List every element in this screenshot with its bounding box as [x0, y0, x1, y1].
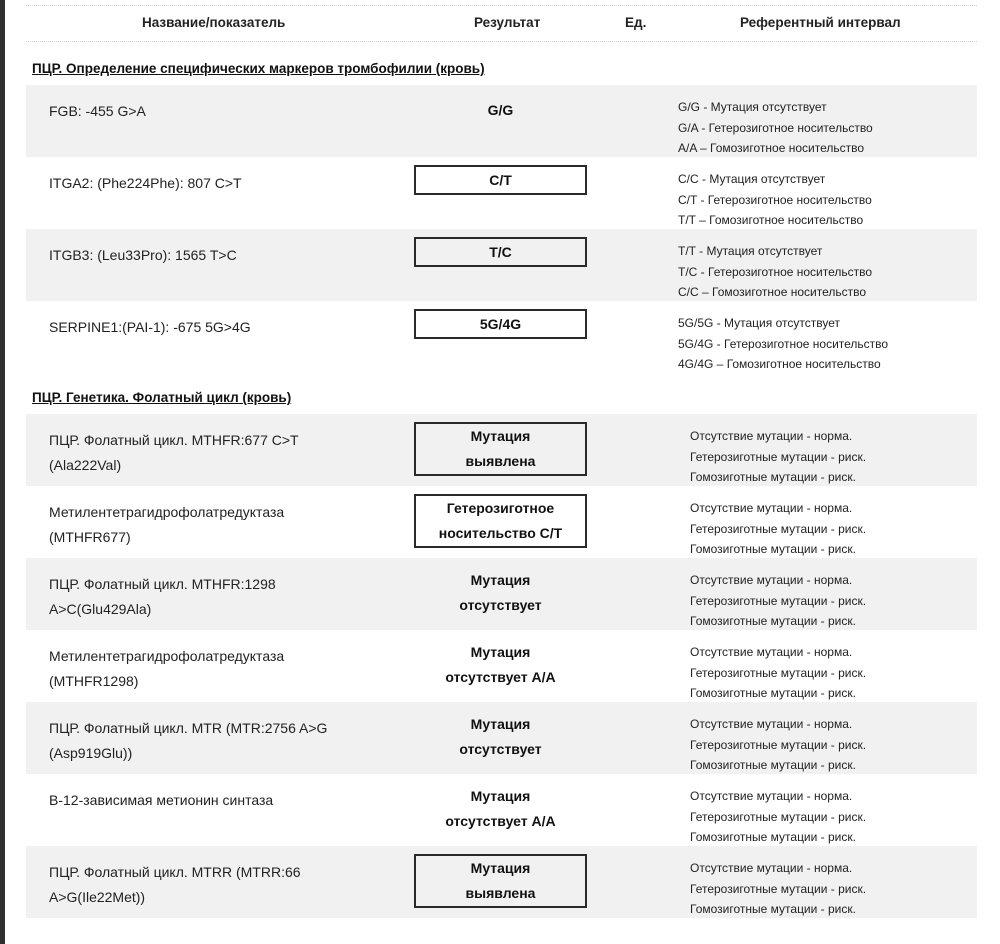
test-name [49, 644, 389, 694]
reference-interval [690, 426, 866, 488]
result-value-highlighted [414, 309, 587, 339]
reference-interval [690, 786, 866, 848]
result-value-highlighted [414, 422, 587, 476]
test-name-line: Метилентетрагидрофолатредуктаза [49, 648, 285, 664]
section-title-folate: ПЦР. Генетика. Фолатный цикл (кровь) [32, 390, 292, 405]
result-line: 5G/4G [479, 316, 522, 332]
reference-line: Отсутствие мутации - норма. [690, 429, 853, 443]
test-name-line: ПЦР. Фолатный цикл. MTRR (MTRR:66 [49, 864, 301, 880]
test-name-line: (MTHFR1298) [49, 673, 139, 689]
table-row [26, 630, 977, 702]
result-value [414, 566, 587, 620]
result-line: Мутация [470, 644, 531, 660]
reference-interval [678, 97, 873, 159]
test-name-line: A>G(Ile22Met)) [49, 889, 146, 905]
result-line: носительство C/T [438, 525, 563, 541]
reference-interval [678, 241, 872, 303]
result-value-highlighted [414, 854, 587, 908]
reference-line: T/C - Гетерозиготное носительство [678, 264, 873, 279]
test-name [49, 860, 389, 910]
result-value-highlighted [414, 237, 587, 267]
test-name-line: ПЦР. Фолатный цикл. MTHFR:677 C>T [49, 432, 299, 448]
table-row [26, 301, 977, 373]
reference-line: Отсутствие мутации - норма. [690, 501, 853, 515]
reference-interval [690, 858, 866, 920]
result-value [414, 710, 587, 764]
reference-interval [690, 714, 866, 776]
header-reference: Референтный интервал [740, 15, 901, 30]
table-row [26, 558, 977, 630]
test-name [49, 171, 389, 196]
test-name-line: ПЦР. Фолатный цикл. MTR (MTR:2756 A>G [49, 720, 328, 736]
table-row [26, 414, 977, 486]
reference-line: 5G/5G - Мутация отсутствует [678, 316, 840, 330]
reference-line: G/G - Мутация отсутствует [678, 100, 827, 114]
reference-line: C/T - Гетерозиготное носительство [678, 192, 872, 207]
reference-line: T/T - Мутация отсутствует [678, 244, 823, 258]
reference-line: Гомозиготные мутации - риск. [690, 902, 856, 916]
reference-line: Гомозиготные мутации - риск. [690, 758, 856, 772]
header-bottom-divider [26, 41, 977, 42]
test-name-line: B-12-зависимая метионин синтаза [49, 792, 274, 808]
reference-line: Отсутствие мутации - норма. [690, 645, 853, 659]
result-value [414, 638, 587, 692]
result-line: выявлена [465, 453, 536, 469]
test-name-line: FGB: -455 G>A [49, 103, 146, 119]
reference-line: Гетерозиготные мутации - риск. [690, 665, 867, 680]
test-name [49, 428, 389, 478]
reference-interval [678, 313, 888, 375]
reference-interval [690, 642, 866, 704]
test-name-line: (Ala222Val) [49, 457, 122, 473]
reference-interval [690, 570, 866, 632]
table-row [26, 486, 977, 558]
test-name [49, 572, 389, 622]
result-line: Мутация [470, 788, 531, 804]
reference-line: Гомозиготные мутации - риск. [690, 614, 856, 628]
reference-line: Гомозиготные мутации - риск. [690, 830, 856, 844]
reference-line: Гетерозиготные мутации - риск. [690, 881, 867, 896]
result-line: Мутация [470, 572, 531, 588]
result-line: отсутствует [459, 741, 542, 757]
table-row [26, 229, 977, 301]
test-name [49, 788, 389, 813]
reference-line: Гетерозиготные мутации - риск. [690, 737, 867, 752]
test-name-line: ITGA2: (Phe224Phe): 807 C>T [49, 175, 242, 191]
reference-line: 4G/4G – Гомозиготное носительство [678, 357, 881, 371]
reference-line: Отсутствие мутации - норма. [690, 717, 853, 731]
reference-interval [678, 169, 872, 231]
reference-line: T/T – Гомозиготное носительство [678, 213, 864, 227]
reference-line: Гетерозиготные мутации - риск. [690, 809, 867, 824]
result-line: отсутствует A/A [445, 669, 556, 685]
result-line: C/T [489, 172, 512, 188]
reference-line: Гомозиготные мутации - риск. [690, 686, 856, 700]
result-line: T/C [489, 244, 512, 260]
table-row [26, 702, 977, 774]
table-row [26, 157, 977, 229]
test-name-line: ПЦР. Фолатный цикл. MTHFR:1298 [49, 576, 276, 592]
result-line: Гетерозиготное [446, 500, 555, 516]
test-name-line: Метилентетрагидрофолатредуктаза [49, 504, 285, 520]
section-title-thrombophilia: ПЦР. Определение специфических маркеров тромбофилии (кровь) [32, 61, 485, 76]
reference-line: Гомозиготные мутации - риск. [690, 542, 856, 556]
reference-line: Гетерозиготные мутации - риск. [690, 593, 867, 608]
header-name: Название/показатель [142, 15, 286, 30]
result-value [414, 97, 587, 123]
result-line: выявлена [465, 885, 536, 901]
result-value-highlighted [414, 494, 587, 548]
header-result: Результат [474, 15, 541, 30]
table-row [26, 774, 977, 846]
test-name-line: ITGB3: (Leu33Pro): 1565 T>C [49, 247, 237, 263]
reference-line: Отсутствие мутации - норма. [690, 789, 853, 803]
reference-line: G/A - Гетерозиготное носительство [678, 120, 873, 135]
test-name [49, 99, 389, 124]
table-row [26, 85, 977, 157]
result-value-highlighted [414, 165, 587, 195]
test-name-line: (Asp919Glu)) [49, 745, 133, 761]
reference-line: C/C – Гомозиготное носительство [678, 285, 867, 299]
test-name-line: (MTHFR677) [49, 529, 131, 545]
test-name-line: A>C(Glu429Ala) [49, 601, 152, 617]
test-name-line: SERPINE1:(PAI-1): -675 5G>4G [49, 319, 251, 335]
test-name [49, 500, 389, 550]
reference-line: Гетерозиготные мутации - риск. [690, 521, 867, 536]
reference-line: Гетерозиготные мутации - риск. [690, 449, 867, 464]
table-row [26, 846, 977, 918]
reference-line: C/C - Мутация отсутствует [678, 172, 826, 186]
result-line: Мутация [470, 860, 531, 876]
reference-line: 5G/4G - Гетерозиготное носительство [678, 336, 889, 351]
reference-line: Гомозиготные мутации - риск. [690, 470, 856, 484]
result-line: отсутствует A/A [445, 813, 556, 829]
reference-line: Отсутствие мутации - норма. [690, 573, 853, 587]
result-line: Мутация [470, 428, 531, 444]
test-name [49, 243, 389, 268]
reference-line: Отсутствие мутации - норма. [690, 861, 853, 875]
test-name [49, 716, 389, 766]
result-line: G/G [487, 102, 514, 118]
result-value [414, 782, 587, 836]
test-name [49, 315, 389, 340]
header-unit: Ед. [625, 15, 647, 30]
result-line: Мутация [470, 716, 531, 732]
result-line: отсутствует [459, 597, 542, 613]
reference-interval [690, 498, 866, 560]
left-border [0, 0, 5, 944]
reference-line: A/A – Гомозиготное носительство [678, 141, 865, 155]
header-top-divider [26, 5, 977, 6]
